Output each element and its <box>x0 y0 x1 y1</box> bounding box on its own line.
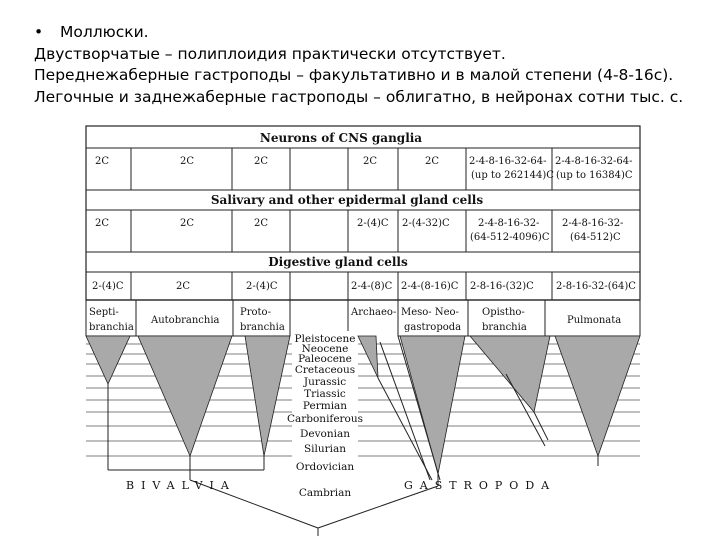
era-label: Ordovician <box>295 461 355 473</box>
era-label: Devonian <box>299 428 351 440</box>
era-labels <box>287 331 363 499</box>
bullet-glyph: • <box>34 23 44 41</box>
table-cell: 2C <box>180 156 195 167</box>
table-cell: 2C <box>254 156 269 167</box>
table-cell: 2-4-(8-16)C <box>401 281 459 292</box>
table-cell: 2-(4)C <box>357 218 389 229</box>
column-dividers-row2 <box>131 210 552 252</box>
group-label-gastropoda: GASTROPODA <box>404 479 557 492</box>
era-label: Cambrian <box>298 487 352 499</box>
clade-label: branchia <box>482 322 527 333</box>
section-title-salivary: Salivary and other epidermal gland cells <box>210 193 484 207</box>
text-line-bivalves: Двустворчатые – полиплоидия практически отсутствует. <box>34 44 506 63</box>
table-cell: 2-(4-32)C <box>402 218 450 229</box>
era-label: Permian <box>302 400 348 412</box>
era-label: Jurassic <box>303 376 347 388</box>
table-cell: 2C <box>176 281 191 292</box>
wedge-pulmonata <box>555 336 640 456</box>
table-cell: 2C <box>95 218 110 229</box>
era-label: Carboniferous <box>286 413 364 425</box>
table-cell: 2-4-8-16-32- <box>478 218 540 229</box>
section-title-digestive: Digestive gland cells <box>268 255 408 269</box>
slide-heading: Моллюски. <box>60 23 149 41</box>
text-line-pulmonates: Легочные и заднежаберные гастроподы – облигатно, в нейронах сотни тыс. с. <box>34 87 684 106</box>
table-cell: 2C <box>95 156 110 167</box>
table-cell: (up to 16384)C <box>556 170 633 181</box>
clade-label: Proto- <box>240 307 271 318</box>
table-cell: (up to 262144)C <box>471 170 554 181</box>
clade-label: Pulmonata <box>567 315 622 326</box>
era-label: Paleocene <box>298 353 352 365</box>
table-cell: 2-4-8-16-32- <box>562 218 624 229</box>
table-frame <box>86 126 640 300</box>
era-label: Cretaceous <box>294 364 356 376</box>
wedge-opisthobranchia <box>470 336 550 412</box>
text-line-prosobranchs: Переднежаберные гастроподы – факультативно и в малой степени (4-8-16с). <box>34 66 674 84</box>
table-cell: 2-8-16-(32)C <box>470 281 534 292</box>
wedge-protobranchia <box>245 336 290 456</box>
clade-label: branchia <box>240 322 285 333</box>
era-label: Triassic <box>304 388 346 400</box>
table-cell: 2-8-16-32-(64)C <box>556 281 636 292</box>
group-label-bivalvia: BIVALVIA <box>126 479 236 492</box>
table-cell: 2-4-8-16-32-64- <box>469 156 547 167</box>
clade-label: Opistho- <box>482 307 525 318</box>
era-label: Neocene <box>301 343 349 355</box>
clade-wedges <box>86 336 640 474</box>
wedge-autobranchia <box>138 336 232 456</box>
table-cell: (64-512)C <box>570 232 621 243</box>
clade-label: Archaeo- <box>351 307 397 318</box>
era-label: Silurian <box>303 443 347 455</box>
table-cell: 2-4-8-16-32-64- <box>555 156 633 167</box>
table-cell: 2-(4)C <box>92 281 124 292</box>
clade-label: branchia <box>89 322 134 333</box>
clade-label: Autobranchia <box>151 315 220 326</box>
clade-label: Septi- <box>89 307 119 318</box>
table-cell: 2C <box>180 218 195 229</box>
table-cell: (64-512-4096)C <box>470 232 550 243</box>
table-cell: 2-4-(8)C <box>351 281 393 292</box>
column-dividers-row1 <box>131 148 552 190</box>
clade-label: Meso- Neo- <box>401 307 459 318</box>
clade-label: gastropoda <box>404 322 462 333</box>
table-cell: 2C <box>254 218 269 229</box>
wedge-septibranchia <box>86 336 130 384</box>
table-cell: 2C <box>363 156 378 167</box>
section-title-neurons: Neurons of CNS ganglia <box>259 131 423 145</box>
era-label: Pleistocene <box>294 333 356 345</box>
wedge-archaeogastropoda <box>358 336 378 378</box>
table-cell: 2C <box>425 156 440 167</box>
table-cell: 2-(4)C <box>246 281 278 292</box>
